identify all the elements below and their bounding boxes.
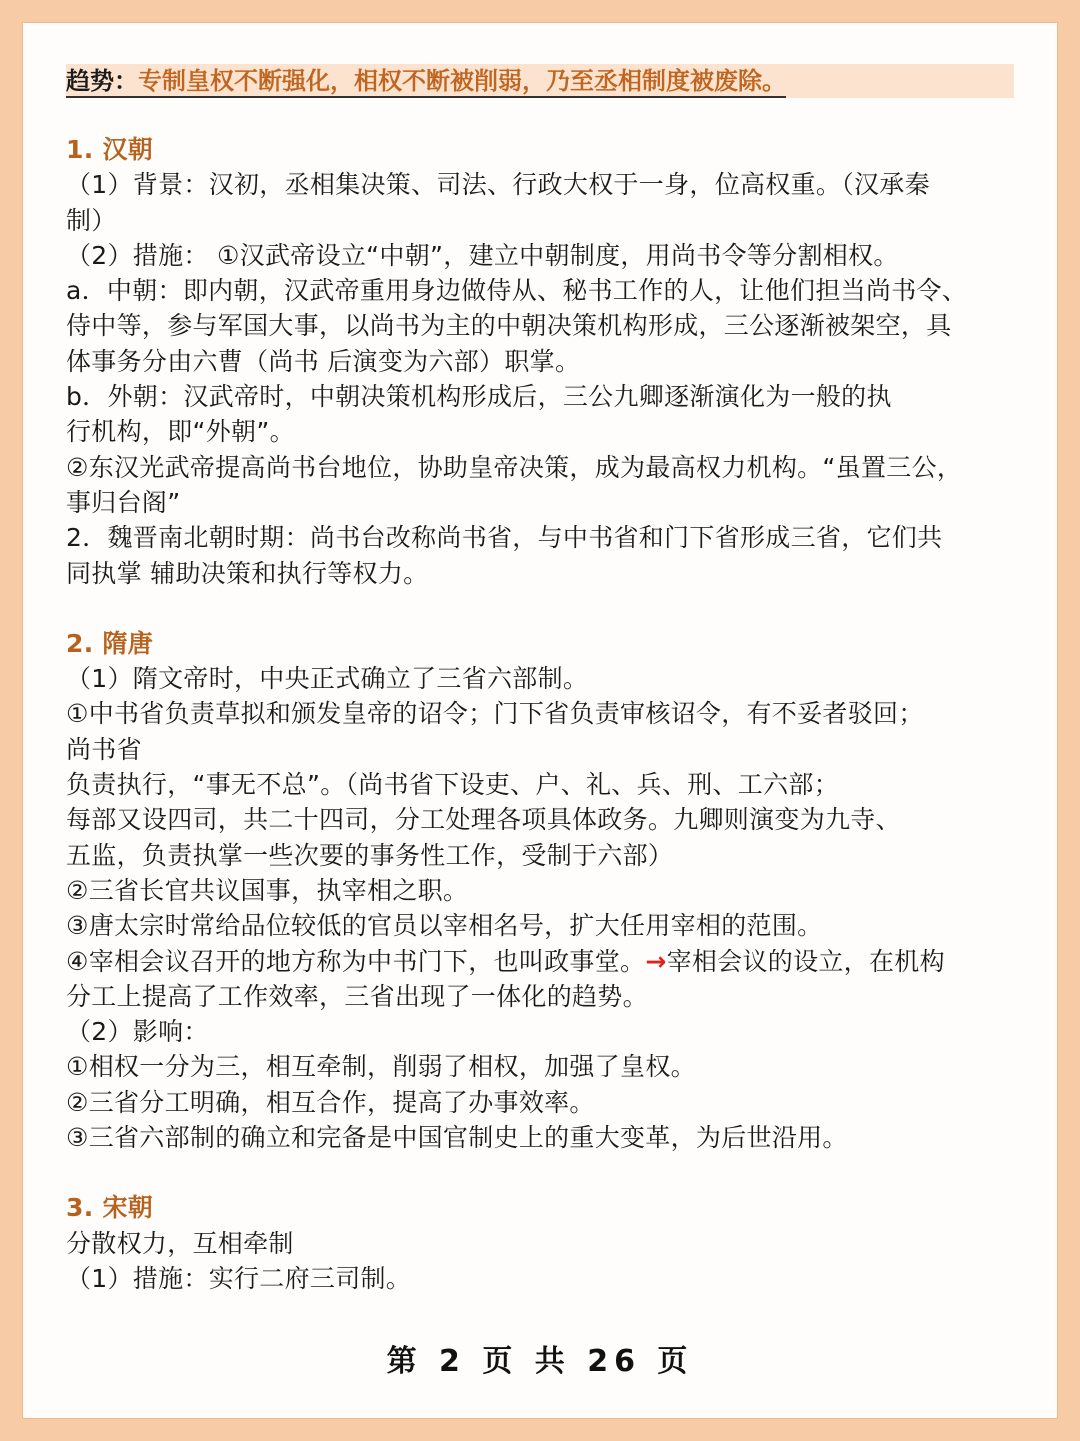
trend-text [66,66,786,98]
arrow-line-after: 宰相会议的设立，在机构 [666,946,945,976]
text-line: （1）措施：实行二府三司制。 [66,1263,412,1293]
text-line: 分散权力，互相牵制 [66,1228,294,1258]
text-line: 尚书省 [66,734,142,764]
text-line: 同执掌 辅助决策和执行等权力。 [66,558,429,588]
section-spacer [66,591,1016,626]
text-line: ①中书省负责草拟和颁发皇帝的诏令；门下省负责审核诏令，有不妥者驳回； [66,699,924,729]
text-line: 每部又设四司，共二十四司，分工处理各项具体政务。九卿则演变为九寺、 [66,805,901,835]
red-arrow-icon: → [645,946,667,976]
document-body [66,64,1016,1296]
arrow-line-before: ④宰相会议召开的地方称为中书门下，也叫政事堂。 [66,946,646,976]
text-line: ①相权一分为三，相互牵制，削弱了相权，加强了皇权。 [66,1052,696,1082]
text-line: ②三省分工明确，相互合作，提高了办事效率。 [66,1087,595,1117]
text-line: 分工上提高了工作效率，三省出现了一体化的趋势。 [66,981,648,1011]
text-line-with-arrow [66,944,1016,979]
text-line: ③唐太宗时常给品位较低的官员以宰相名号，扩大任用宰相的范围。 [66,911,823,941]
text-line: ③三省六部制的确立和完备是中国官制史上的重大变革，为后世沿用。 [66,1123,848,1153]
text-line: 事归台阁” [66,487,181,517]
text-line: 2．魏晋南北朝时期：尚书台改称尚书省，与中书省和门下省形成三省，它们共 [66,523,943,553]
section-heading-song: 3. 宋朝 [66,1193,154,1223]
text-line: （1）隋文帝时，中央正式确立了三省六部制。 [66,664,589,694]
text-line: b．外朝：汉武帝时，中朝决策机构形成后，三公九卿逐渐演化为一般的执 [66,382,892,412]
text-line: 负责执行，“事无不总”。（尚书省下设吏、户、礼、兵、刑、工六部； [66,770,840,800]
text-line: 制） [66,205,117,235]
text-line: 体事务分由六曹（尚书 后演变为六部）职掌。 [66,346,581,376]
text-line: 五监，负责执掌一些次要的事务性工作，受制于六部） [66,840,674,870]
text-line: 侍中等，参与军国大事，以尚书为主的中朝决策机构形成，三公逐渐被架空，具 [66,311,952,341]
text-line: （2）措施： ①汉武帝设立“中朝”，建立中朝制度，用尚书令等分割相权。 [66,240,899,270]
trend-banner [66,64,1014,98]
section-heading-suitang: 2. 隋唐 [66,628,154,658]
trend-value: 专制皇权不断强化，相权不断被削弱，乃至丞相制度被废除。 [138,67,786,95]
text-line: 行机构，即“外朝”。 [66,417,295,447]
trend-label: 趋势： [66,67,138,95]
text-line: （1）背景：汉初，丞相集决策、司法、行政大权于一身，位高权重。（汉承秦 [66,170,930,200]
text-line: （2）影响： [66,1017,209,1047]
page-number: 第 2 页 共 26 页 [386,1344,694,1379]
text-line: ②东汉光武帝提高尚书台地位，协助皇帝决策，成为最高权力机构。“虽置三公， [66,452,963,482]
section-heading-han: 1. 汉朝 [66,135,154,164]
text-line: a．中朝：即内朝，汉武帝重用身边做侍从、秘书工作的人，让他们担当尚书令、 [66,276,968,306]
section-spacer [66,1155,1016,1190]
text-line: ②三省长官共议国事，执宰相之职。 [66,875,469,905]
